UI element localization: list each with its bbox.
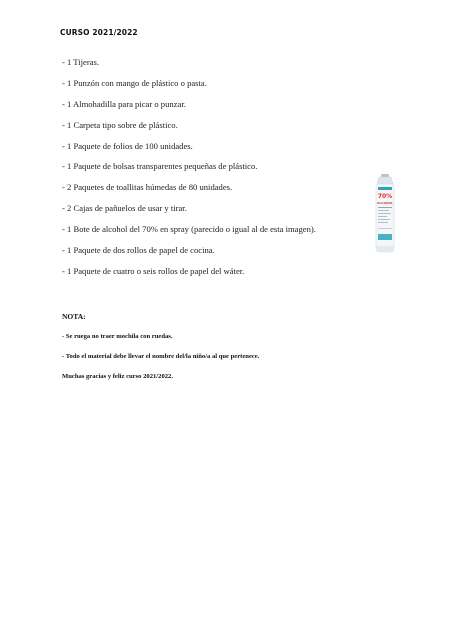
list-item: - 1 Paquete de cuatro o seis rollos de papel del wáter.	[62, 265, 245, 276]
list-item: - 1 Paquete de folios de 100 unidades.	[62, 140, 193, 151]
list-item: - 1 Tijeras.	[62, 57, 100, 67]
list-item: - 1 Bote de alcohol del 70% en spray (parecido o igual al de esta imagen).	[62, 224, 316, 235]
note-line: - Se ruega no traer mochila con ruedas.	[62, 333, 173, 340]
list-item: - 1 Almohadilla para picar o punzar.	[62, 98, 186, 109]
note-line: Muchas gracias y feliz curso 2021/2022.	[62, 373, 173, 380]
list-item: - 1 Paquete de dos rollos de papel de cocina.	[62, 245, 215, 256]
bottle-label-name: ALCOHOL	[377, 201, 393, 205]
course-title: CURSO 2021/2022	[60, 28, 138, 37]
note-title: NOTA:	[62, 312, 86, 321]
materials-list	[62, 57, 402, 287]
list-item: - 2 Cajas de pañuelos de usar y tirar.	[62, 203, 187, 214]
list-item: - 1 Punzón con mango de plástico o pasta.	[62, 77, 207, 88]
note-line: - Todo el material debe llevar el nombre del/la niño/a al que pertenece.	[62, 353, 260, 360]
list-item: - 1 Paquete de bolsas transparentes pequeñas de plástico.	[62, 161, 258, 172]
bottle-label-percent: 70%	[377, 193, 393, 200]
alcohol-spray-bottle-icon	[372, 174, 398, 254]
list-item: - 1 Carpeta tipo sobre de plástico.	[62, 119, 178, 130]
list-item: - 2 Paquetes de toallitas húmedas de 80 unidades.	[62, 182, 233, 193]
